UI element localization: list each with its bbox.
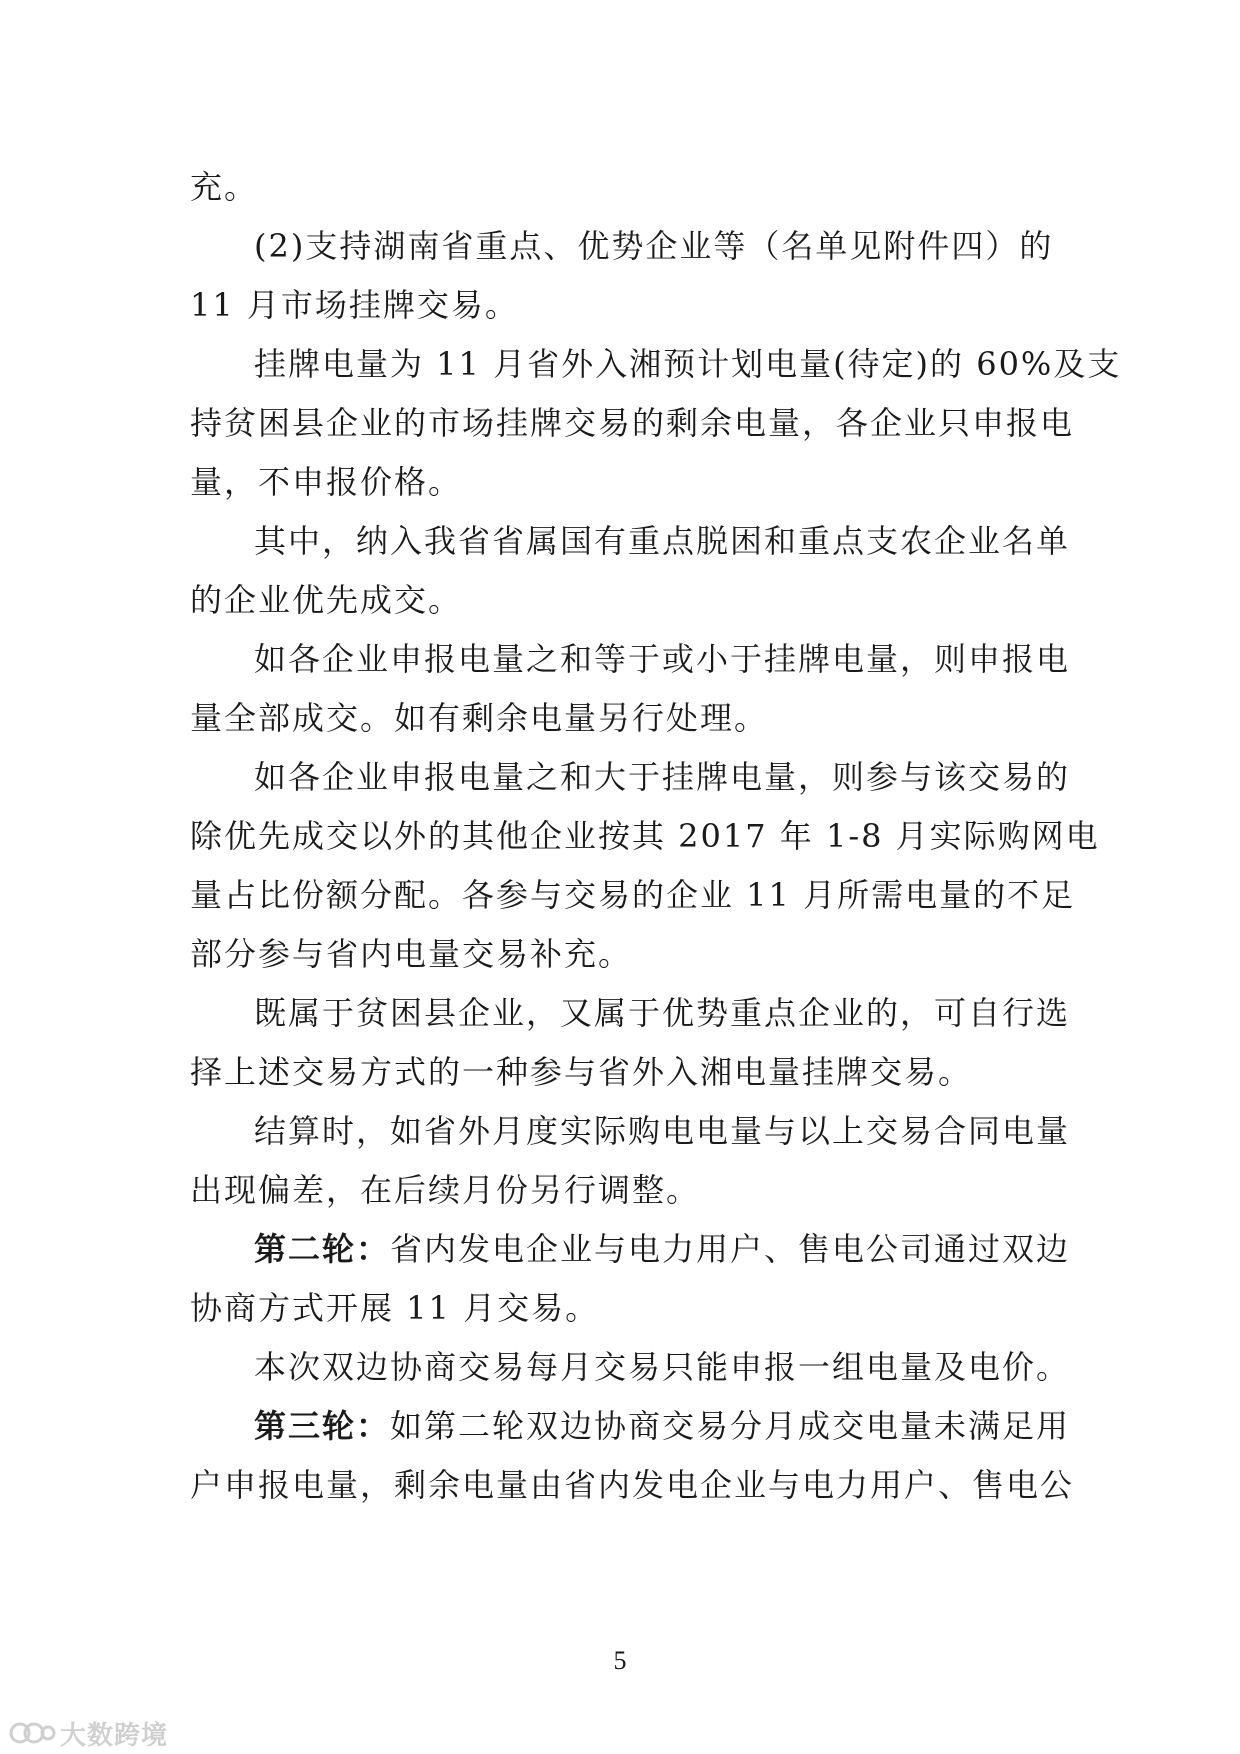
text-line [190, 1279, 1060, 1338]
line-text: 择上述交易方式的一种参与省外入湘电量挂牌交易。 [190, 1053, 973, 1091]
text-line [190, 689, 1060, 748]
text-line [190, 1456, 1075, 1515]
text-line [190, 394, 1075, 453]
text-line [190, 748, 1071, 807]
round-heading: 第二轮： [254, 1230, 391, 1268]
watermark-text: 大数跨境 [60, 1720, 169, 1751]
line-text: 如各企业申报电量之和大于挂牌电量，则参与该交易的 [254, 758, 1071, 796]
line-text: 如第二轮双边协商交易分月成交电量未满足用 [390, 1407, 1071, 1445]
line-text: 户申报电量，剩余电量由省内发电企业与电力用户、售电公 [190, 1466, 1075, 1504]
line-text: 量全部成交。如有剩余电量另行处理。 [190, 699, 769, 737]
line-text: 的企业优先成交。 [190, 581, 463, 619]
text-line [190, 925, 1060, 984]
line-text: 既属于贫困县企业，又属于优势重点企业的，可自行选 [254, 994, 1071, 1032]
text-line [190, 807, 1100, 866]
text-line [190, 276, 1060, 335]
line-text: 除优先成交以外的其他企业按其 2017 年 1-8 月实际购网电 [190, 817, 1100, 855]
watermark-logo-icon [8, 1718, 56, 1748]
text-line [190, 630, 1071, 689]
text-line [190, 1161, 1060, 1220]
text-line [190, 1397, 1071, 1456]
line-text: 出现偏差，在后续月份另行调整。 [190, 1171, 701, 1209]
round-heading: 第三轮： [254, 1407, 391, 1445]
text-line [190, 158, 1060, 217]
text-line [190, 866, 1076, 925]
line-text: 挂牌电量为 11 月省外入湘预计划电量(待定)的 60%及支 [254, 345, 1122, 383]
text-line [190, 1220, 1071, 1279]
text-line [190, 1102, 1071, 1161]
watermark [8, 1716, 168, 1750]
text-line [190, 453, 1060, 512]
text-line [190, 1338, 1071, 1397]
line-text: 如各企业申报电量之和等于或小于挂牌电量，则申报电 [254, 640, 1071, 678]
body-text [190, 158, 1122, 1515]
text-line [190, 1043, 1060, 1102]
line-text: 本次双边协商交易每月交易只能申报一组电量及电价。 [254, 1348, 1071, 1386]
line-text: (2)支持湖南省重点、优势企业等（名单见附件四）的 [254, 227, 1054, 265]
line-text: 结算时，如省外月度实际购电电量与以上交易合同电量 [254, 1112, 1071, 1150]
line-text: 充。 [190, 168, 259, 206]
line-text: 部分参与省内电量交易补充。 [190, 935, 633, 973]
text-line [190, 217, 1060, 276]
line-text: 协商方式开展 11 月交易。 [190, 1289, 600, 1327]
text-line [190, 335, 1122, 394]
line-text: 量占比份额分配。各参与交易的企业 11 月所需电量的不足 [190, 876, 1076, 914]
text-line [190, 571, 1060, 630]
line-text: 其中，纳入我省省属国有重点脱困和重点支农企业名单 [254, 522, 1071, 560]
line-text: 持贫困县企业的市场挂牌交易的剩余电量，各企业只申报电 [190, 404, 1075, 442]
text-line [190, 512, 1071, 571]
line-text: 量，不申报价格。 [190, 463, 463, 501]
line-text: 11 月市场挂牌交易。 [190, 286, 519, 324]
text-line [190, 984, 1071, 1043]
page-number: 5 [613, 1646, 627, 1675]
line-text: 省内发电企业与电力用户、售电公司通过双边 [390, 1230, 1071, 1268]
